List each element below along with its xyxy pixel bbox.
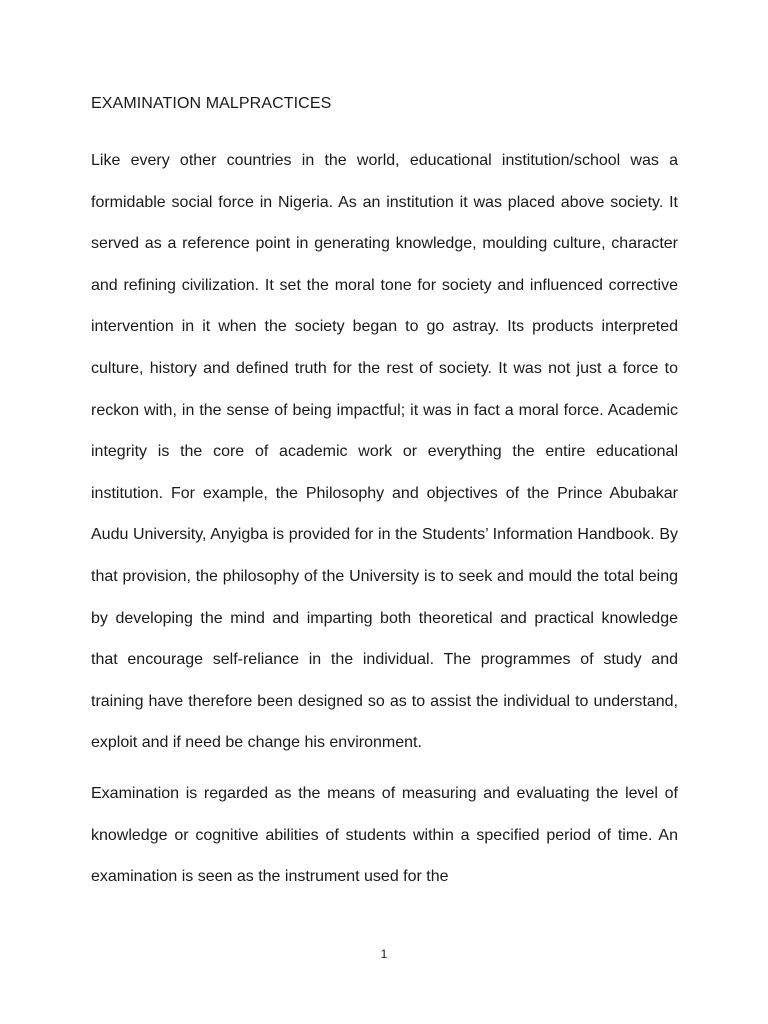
document-body (91, 91, 678, 898)
page-number: 1 (380, 947, 388, 961)
document-title: EXAMINATION MALPRACTICES (91, 95, 332, 112)
paragraph-1: Like every other countries in the world, educational institution/school was a formidable social force in Nigeria. As an institution it was placed above society. It served as a reference point in generating knowledge, moulding culture, character and refining civilization. It set the moral tone for society and influenced corrective intervention in it when the society began to go astray. Its products interpreted culture, history and defined truth for the rest of society. It was not just a force to reckon with, in the sense of being impactful; it was in fact a moral force. Academic integrity is the core of academic work or everything the entire educational institution. For example, the Philosophy and objectives of the Prince Abubakar Audu University, Anyigba is provided for in the Students’ Information Handbook. By that provision, the philosophy of the University is to seek and mould the total being by developing the mind and imparting both theoretical and practical knowledge that encourage self-reliance in the individual. The programmes of study and training have therefore been designed so as to assist the individual to understand, exploit and if need be change his environment. (91, 152, 678, 752)
paragraph-2: Examination is regarded as the means of measuring and evaluating the level of knowledge or cognitive abilities of students within a specified period of time. An examination is seen as the instrument used for the (91, 784, 678, 886)
